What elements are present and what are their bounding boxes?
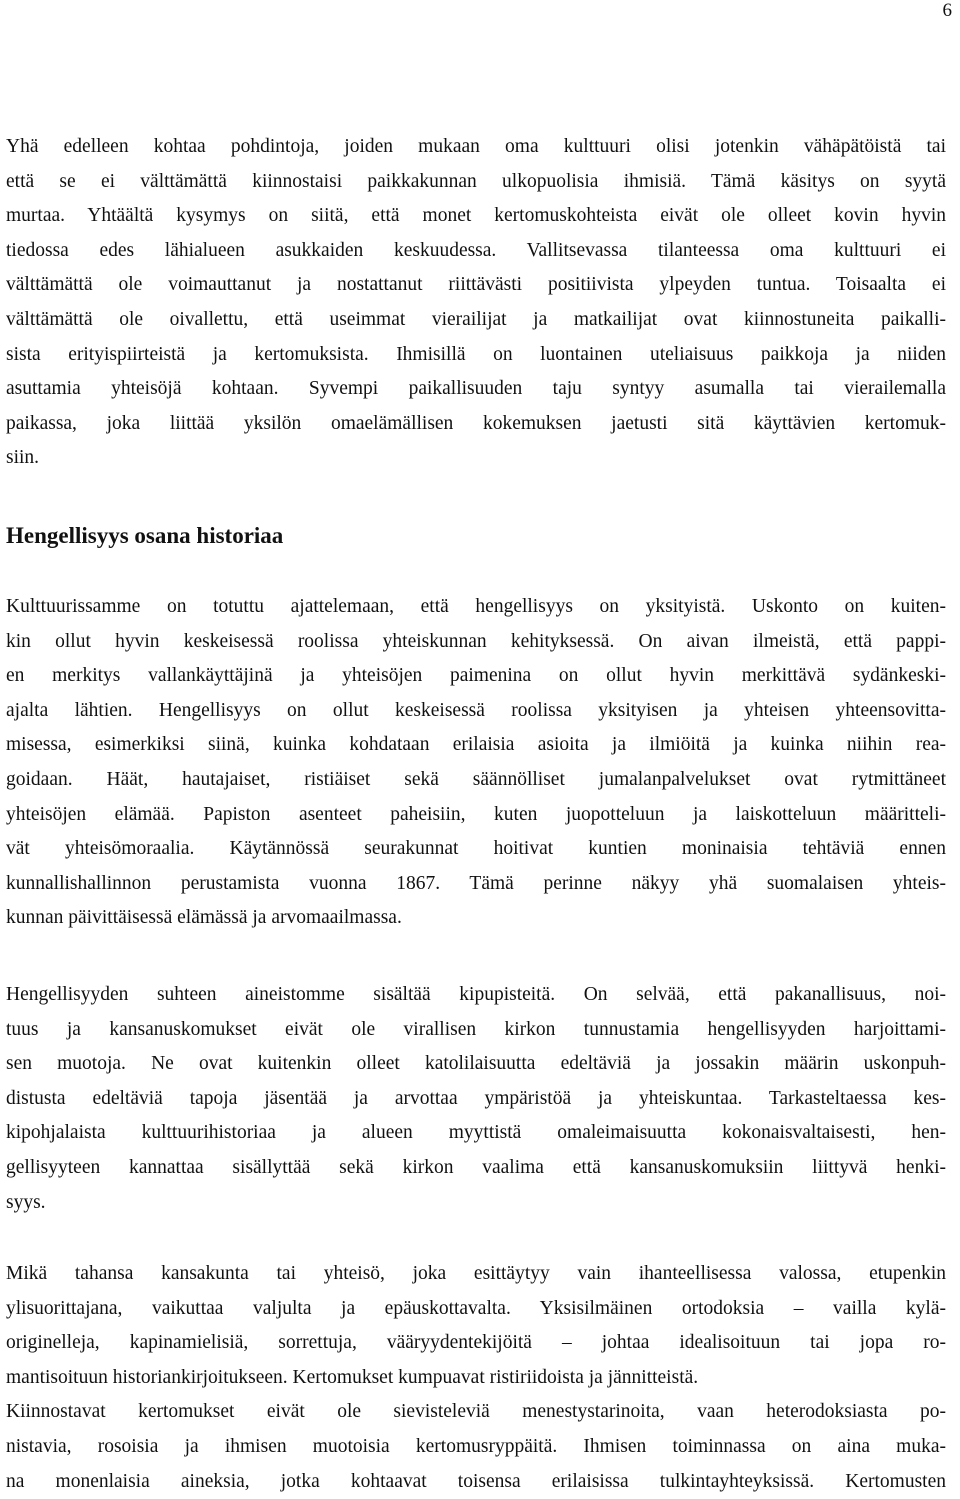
text-line: ylisuorittajana, vaikuttaa valjulta ja epäuskottavalta. Yksisilmäinen ortodoksia – vailla kylä- (6, 1297, 946, 1319)
text-line: nistavia, rosoisia ja ihmisen muotoisia kertomusryppäitä. Ihmisen toiminnassa on aina muka- (6, 1435, 946, 1457)
text-line: vät yhteisömoraalia. Käytännössä seurakunnat hoitivat kuntien moninaisia tehtäviä ennen (6, 838, 946, 860)
paragraph-spirituality-history (6, 590, 946, 936)
text-line: asuttamia yhteisöjä kohtaan. Syvempi paikallisuuden taju syntyy asumalla tai vierailemalla (6, 378, 946, 400)
text-line: sista erityispiirteistä ja kertomuksista. Ihmisillä on luontainen uteliaisuus paikkoja ja niiden (6, 343, 946, 365)
text-line: Hengellisyyden suhteen aineistomme sisältää kipupisteitä. On selvää, että pakanallisuus, noi- (6, 984, 946, 1005)
paragraph-narratives (6, 1257, 946, 1499)
text-line: välttämättä ole oivallettu, että useimmat vierailijat ja matkailijat ovat kiinnostuneita paikalli- (6, 308, 946, 330)
text-line: originelleja, kapinamielisiä, sorrettuja, vääryydentekijöitä – johtaa idealisoituun tai jopa ro- (6, 1332, 946, 1354)
text-line: sen muotoja. Ne ovat kuitenkin olleet katolilaisuutta edeltäviä ja jossakin määrin uskonpuh- (6, 1053, 946, 1075)
text-line: paikassa, joka liittää yksilön omaelämällisen kokemuksen jaetusti sitä käyttävien kertomuk- (6, 412, 946, 434)
text-line: kipohjalaista kulttuurihistoriaa ja alueen myyttistä omaleimaisuutta kokonaisvaltaisesti, hen- (6, 1122, 946, 1144)
text-line: Yhä edelleen kohtaa pohdintoja, joiden mukaan oma kulttuuri olisi jotenkin vähäpätöistä tai (6, 136, 946, 157)
paragraph-pain-points (6, 978, 946, 1220)
text-line: kunnan päivittäisessä elämässä ja arvomaailmassa. (6, 907, 402, 929)
text-line: yhteisöjen elämää. Papiston asenteet paheisiin, kuten juopotteluun ja laiskotteluun määritteli- (6, 803, 946, 825)
text-line: misessa, esimerkiksi siinä, kuinka kohdataan erilaisia asioita ja ilmiöitä ja kuinka niihin rea- (6, 734, 946, 756)
text-line: distusta edeltäviä tapoja jäsentää ja arvottaa ympäristöä ja yhteiskuntaa. Tarkasteltaessa kes- (6, 1087, 946, 1109)
text-line: Kiinnostavat kertomukset eivät ole sievisteleviä menestystarinoita, vaan heterodoksiasta po- (6, 1401, 946, 1423)
text-line: murtaa. Yhtäältä kysymys on siitä, että monet kertomuskohteista eivät ole olleet kovin hyvin (6, 205, 946, 227)
text-line: na monenlaisia aineksia, jotka kohtaavat toisensa erilaisissa tulkintayhteyksissä. Kertomusten (6, 1470, 946, 1492)
text-line: gellisyyteen kannattaa sisällyttää sekä kirkon vaalima että kansanuskomuksiin liittyvä henki- (6, 1156, 946, 1178)
text-line: että se ei välttämättä kiinnostaisi paikkakunnan ulkopuolisia ihmisiä. Tämä käsitys on syytä (6, 170, 946, 192)
section-heading: Hengellisyys osana historiaa (6, 523, 284, 548)
text-line: syys. (6, 1191, 46, 1213)
text-line: Mikä tahansa kansakunta tai yhteisö, joka esittäytyy vain ihanteellisessa valossa, etupenkin (6, 1263, 946, 1284)
text-line: mantisoituun historiankirjoitukseen. Kertomukset kumpuavat ristiriidoista ja jännitteistä. (6, 1366, 699, 1388)
text-line: kin ollut hyvin keskeisessä roolissa yhteiskunnan kehityksessä. On aivan ilmeistä, että pappi- (6, 630, 946, 652)
text-line: goidaan. Häät, hautajaiset, ristiäiset sekä säännölliset jumalanpalvelukset ovat rytmittäneet (6, 768, 946, 790)
text-line: ajalta lähtien. Hengellisyys on ollut keskeisessä roolissa yksityisen ja yhteisen yhteensovitta- (6, 699, 946, 721)
text-line: välttämättä ole voimauttanut ja nostattanut riittävästi positiivista ylpeyden tuntua. Toisaalta ei (6, 274, 946, 296)
text-line: en merkitys vallankäyttäjinä ja yhteisöjen paimenina on ollut hyvin merkittävä sydänkeski- (6, 665, 946, 687)
text-line: kunnallishallinnon perustamista vuonna 1867. Tämä perinne näkyy yhä suomalaisen yhteis- (6, 872, 946, 894)
text-line: tuus ja kansanuskomukset eivät ole virallisen kirkon tunnustamia hengellisyyden harjoittami- (6, 1018, 946, 1040)
paragraph-local-culture (6, 130, 946, 476)
text-line: tiedossa edes lähialueen asukkaiden keskuudessa. Vallitsevassa tilanteessa oma kulttuuri ei (6, 239, 946, 261)
page-number: 6 (942, 0, 952, 21)
text-line: siin. (6, 447, 40, 469)
text-line: Kulttuurissamme on totuttu ajattelemaan, että hengellisyys on yksityistä. Uskonto on kuiten- (6, 596, 946, 617)
